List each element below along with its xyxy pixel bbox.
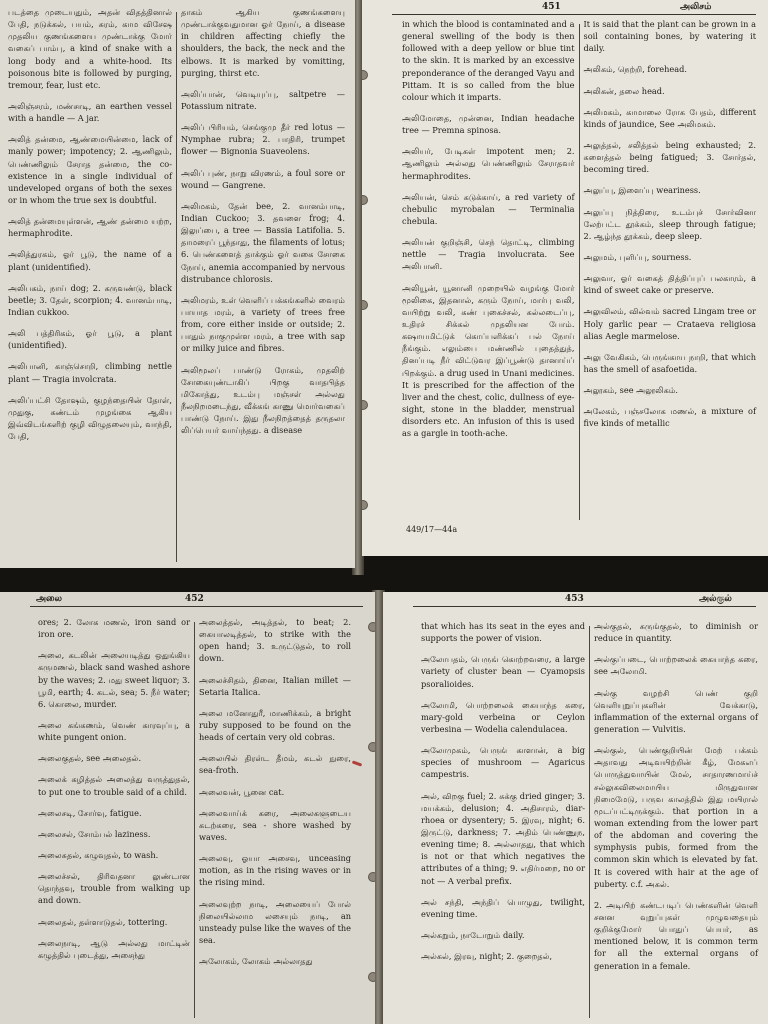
dictionary-entry: அலோகம், லோகம் அல்லாதது: [199, 956, 313, 967]
dictionary-entry: அலைக் கழித்தல் அலைத்து வருத்துதல், to put one to trouble said of a child.: [38, 774, 190, 797]
dictionary-entry: அலைசல், சோம்பல் laziness.: [38, 828, 151, 839]
dictionary-entry: அலியன், செம் கடுக்காய், a red variety of chebulic myrobalan — Terminalia chebula.: [402, 191, 575, 226]
header-rule: [392, 14, 756, 15]
dictionary-entry: அலைச்சிதம், தினை, Italian millet — Setaria Italica.: [199, 674, 351, 697]
dictionary-entry: in which the blood is contaminated and a general swelling of the body is then followed with a deep yellow or blue tint to the skin. It is marked by an excessive preponderance of the deranged Vayu and Pittam. It is so called from the blue colour which it imparts.: [402, 19, 575, 102]
binding-hole: [368, 742, 375, 752]
dictionary-entry: அலியூன், யூனானி முறையில் வழங்கு மோர் மூலிகை, இதனால், கரும் நோய், மார்பு வலி, வயிற்று வலி, கண் புகைச்சல், கல்லடைப்பு, உதிரச் சிக்கல் முதலியன போம். கஷாயமிட்டுக் கொப்பளிக்கப் பல் நோய் நீங்கும். எலும்பை மண்ணில் புதைத்துத், தினப்படி நீர் விட்டுவர இப்பூண்டு தானாய்ப் பிறக்கும். a drug used in Unani medicines. It is prescribed for the affection of the liver and the chest, colic, dullness of eye-sight, stone in the bladder, menstrual disorders etc. An infusion of this is used as a gargle in tooth-ache.: [402, 282, 575, 439]
dictionary-entry: அலை மனோதுரீ, மாணிக்கம், a bright ruby supposed to be found on the heads of certain very old cobras.: [199, 707, 351, 743]
page-453: [383, 592, 768, 1024]
dictionary-entry: அலிபகம், நாய் dog; 2. கருவண்டு, black beetle; 3. தேள், scorpion; 4. வானம்பாடி, Indian cukkoo.: [8, 282, 172, 317]
dictionary-entry: அலித் தன்மையுள்ளன், ஆண் தன்மை யற்ற, hermaphrodite.: [8, 216, 172, 239]
binding-hole: [368, 872, 375, 882]
dictionary-entry: அலைசடி, சோர்வு, fatigue.: [38, 807, 142, 818]
dictionary-entry: அலைசுதல், கழுவுதல், to wash.: [38, 849, 159, 860]
dictionary-entry: அலுமம், புளிப்பு, sourness.: [583, 251, 692, 262]
dictionary-entry: அலேகம், பஞ்சலோக மணல், a mixture of five kinds of metallic: [583, 406, 756, 429]
dictionary-entry: அலியன் குறிஞ்சி, செந் தொட்டி, climbing nettle — Tragia involucrata. See அலிபானி.: [402, 237, 575, 272]
dictionary-entry: அல்குப்படை, பொற்றலைக் கையாந்த கரை, see அலோமி.: [594, 654, 758, 677]
dictionary-entry: அலிமரம், உள் வெளிப் பக்கங்களில் வைரம் பாயாத மரம், a variety of trees free from, core either inside or outside; 2. பாதும் நாகுமுள்ள மரம், a tree with sap or milky juice and fibres.: [181, 294, 345, 354]
dictionary-entry: ores; 2. லோக மணல், iron sand or iron ore.: [38, 617, 190, 640]
dictionary-entry: அலைதல், தள்ளாடுதல், tottering.: [38, 916, 168, 927]
dictionary-entry: அலுப்பு, இளைப்பு weariness.: [583, 185, 701, 196]
dictionary-entry: அல், விறகு fuel; 2. சுக்கு dried ginger; 3. மயக்கம், delusion; 4. அதிசாரம், diar-rhoea or dysentery; 5. இரவு, night; 6. இருட்டு, darkness; 7. அதிம் பெண்ணுந, evening time; 8. அல்லாதது, that which is not or that which negatives the attributes of a thing; 9. எதிர்மறை, no or not — A verbal prefix.: [421, 790, 585, 886]
dictionary-entry: அலிகம், நெற்றி, forehead.: [583, 64, 687, 75]
dictionary-entry: அலிப் பிரியம், செங்குமு தீர் red lotus — Nymphae rubra; 2. பாதிரி, trumpet flower — Bignonia Suaveolens.: [181, 122, 345, 157]
column-left: [34, 616, 194, 1024]
page-header: [362, 2, 768, 14]
dictionary-entry: படத்தை முடையதும், அதன் விதத்தினால் பேதி, நடுக்கல், பயம், சுரம், காம விசேஷ முதலிய குணங்களைய முண்டாக்கு மோர் வகைப் பாம்பு, a kind of snake with a long body and a white-hood. Its poisonous bite is followed by purging, tremour, fear, lust etc.: [8, 7, 172, 90]
running-head: அலிசம்: [680, 2, 712, 12]
dictionary-entry: அலோமி, பொற்றலைக் கையாந்த கரை, mary-gold verbeina or Ceylon verbesina — Wodelia calendulacea.: [421, 699, 585, 734]
column-left: [4, 6, 176, 568]
column-right: [590, 620, 762, 1024]
dictionary-entry: அலைவுற்ற நாடி, அலையைப் போல் நிலையில்லாம லசையும் நாடி, an unsteady pulse like the waves of the sea.: [199, 898, 351, 945]
dictionary-entry: அலுவா, ஓர் வகைத் தித்திப்புப் பலகாரம், a kind of sweet cake or preserve.: [583, 273, 756, 296]
dictionary-entry: அலிமகம், காமாலை ரோக பேதம், different kinds of jaundice, See அலிமகம்.: [583, 106, 756, 129]
column-right: [177, 6, 349, 568]
page-header: [383, 594, 768, 606]
dictionary-entry: அலுப்பு நித்திரை, உடம்புச் சோர்வினா லேற்பட்ட தூக்கம், sleep through fatigue; 2. ஆழ்ந்த தூக்கம், deep sleep.: [583, 206, 756, 241]
binding-hole: [368, 972, 375, 982]
binding-hole: [362, 195, 368, 205]
dictionary-entry: அலைத்தல், அடித்தல், to beat; 2. கையாலடித்தல், to strike with the open hand; 3. உருட்டுதல், to roll down.: [199, 617, 351, 664]
page-452: [0, 592, 375, 1024]
dictionary-entry: அலைச்சல், திரிவதனா லுண்டான தொந்தவு, trouble from walking up and down.: [38, 871, 190, 906]
page-top-left: [0, 0, 355, 568]
page-number: 452: [185, 594, 204, 604]
binding-hole: [362, 500, 368, 510]
dictionary-entry: அலைவன், பூனை cat.: [199, 786, 285, 797]
dictionary-entry: அலித்துரகம், ஓர் பூடு, the name of a plant (unidentified).: [8, 249, 172, 272]
dictionary-entry: அலைநாடி, ஆடு அல்லது மாட்டின் கழுத்தில் புடைத்து, அசைந்து: [38, 937, 190, 960]
binding-hole: [362, 300, 368, 310]
header-rule: [30, 606, 363, 607]
dictionary-entry: தாகம் ஆகிய குணங்களையு முண்டாக்குவதுமான ஓர் நோய், a disease in children affecting chiefly the shoulders, the back, the neck and the elbows. It is marked by vomitting, purging, thirst etc.: [181, 7, 345, 78]
dictionary-entry: that which has its seat in the eyes and supports the power of vision.: [421, 621, 585, 644]
page-header: [0, 594, 375, 606]
dictionary-entry: அலையில் திரள்ட தீமம், கடல் நுரை, sea-froth.: [199, 753, 351, 776]
dictionary-entry: அலியர், பேடிகள் impotent men; 2. ஆணிலும் அல்லது பெண்ணிலும் சேராதவர் hermaphrodites.: [402, 146, 575, 181]
dictionary-entry: அலோபதம், பெருங் கொற்றவரை, a large variety of cluster bean — Cyamopsis psoralioides.: [421, 654, 585, 689]
dictionary-entry: அலைவு, ஓயா அசைவு, unceasing motion, as in the rising waves or in the rising mind.: [199, 853, 351, 888]
dictionary-entry: அலுத்தல், சலித்தல் being exhausted; 2. களைத்தல் being fatigued; 3. சோர்தல், becoming tired.: [583, 139, 756, 175]
dictionary-entry: அலைகுதல், see அலைதல்.: [38, 753, 142, 764]
dictionary-entry: அலிபானி, காஞ்சொறி, climbing nettle plant — Tragia involcrata.: [8, 361, 172, 384]
dictionary-entry: அல்கறும், நாடோறும் daily.: [421, 929, 525, 940]
dictionary-entry: அலிஞ்சரம், மண்சாடி, an earthen vessel with a handle — A jar.: [8, 100, 172, 124]
page-number: 453: [565, 594, 584, 604]
dictionary-entry: அலிகன், தலை head.: [583, 85, 665, 96]
dictionary-entry: அலித் தன்மை, ஆண்மையின்மை, lack of manly power; impotency; 2. ஆணிலும், பெண்ணிலும் சேராத தன்மை, the co-existence in a single individual of undeveloped organs of both the sexes or in whom the true sex is doubtful.: [8, 134, 172, 205]
printer-mark: 449/17—44a: [406, 525, 458, 534]
dictionary-entry: It is said that the plant can be grown in a soil containing bones, by watering it daily.: [583, 19, 756, 54]
dictionary-entry: அலூகம், see அலூலிகம்.: [583, 385, 679, 396]
column-left: [417, 620, 589, 1024]
dictionary-entry: அலிப்பான், வெடியுப்பு, saltpetre — Potassium nitrate.: [181, 88, 345, 111]
column-right: [195, 616, 355, 1024]
dictionary-entry: அல்கு வழற்சி பெண் குறி வெளியுறுப்புகளின் வேக்காடு, inflammation of the external organs of generation — Vulvitis.: [594, 687, 758, 734]
running-head: அலை: [36, 594, 62, 604]
page-number: 451: [542, 2, 561, 12]
binding-hole: [368, 622, 375, 632]
page-451: [362, 0, 768, 556]
dictionary-entry: அல் சந்தி, அந்திப் பொழுது, twilight, evening time.: [421, 896, 585, 919]
dictionary-entry: அலோமுகம், பெருங் காளான், a big species of mushroom — Agaricus campestris.: [421, 745, 585, 780]
column-right: [580, 18, 761, 526]
running-head: அல்குல்: [699, 594, 732, 604]
dictionary-entry: அலிமோதை, முன்னை, Indian headache tree — Premna spinosa.: [402, 112, 575, 136]
dictionary-entry: அலிமூலப் பாண்டு ரோகம், முதலிற் சோகையுண்டாகிப் பிறகு வாதபித்த மிகோத்து, உடம்பு மஞ்சள் அல்லது நீலநிறமடைந்து, வீக்கங் காணு மொர்வகைப் பாண்டு நோய். இது நீலநிறத்தைத் தருதலா லிப்பெயர் வாய்ந்தது. a disease: [181, 364, 345, 436]
dictionary-entry: அலை கங்கணம், வெண் காரவுப்பு, a white pungent onion.: [38, 719, 190, 743]
binding-hole: [362, 400, 368, 410]
dictionary-entry: அலி பத்திரிகம், ஓர் பூடு, a plant (unidentified).: [8, 328, 172, 351]
dictionary-entry: அலை, கடலின் அலையடித்து ஒதுங்கிய கருமணல், black sand washed ashore by the waves; 2. மது sweet liquor; 3. பூமி, earth; 4. கடல், sea; 5. நீர் water; 6. கொலை, murder.: [38, 650, 190, 709]
dictionary-entry: அலிப் புண், நாறு விரணம், a foul sore or wound — Gangrene.: [181, 167, 345, 190]
dictionary-entry: அலைவாய்க் கரை, அலைகளுடைய கடற்கரை, sea - shore washed by waves.: [199, 807, 351, 842]
header-rule: [413, 606, 756, 607]
dictionary-entry: 2. அடியிற் கண்டபடிப் பெண்களின் வெளி சனன வுறுப்புகள் முழுவதையும் குறிக்குமோர் பொதுப் பெயர், as mentioned below, it is common term for all the external organs of generation in a female.: [594, 899, 758, 971]
dictionary-entry: அலுவிலம், வில்வம் sacred Lingam tree or Holy garlic pear — Crataeva religiosa alias Aegle marmelose.: [583, 306, 756, 341]
dictionary-entry: அலிப்பட்சி தோஷம், குழந்தையின் தோள், முதுகு, கண்டம் முழங்கை ஆகிய இவ்விடங்களிற் குழி விழுதலையும், வாந்தி, பேதி,: [8, 394, 172, 442]
dictionary-entry: அல்குதல், சுருங்குதல், to diminish or reduce in quantity.: [594, 621, 758, 644]
dictionary-entry: அலு வேகிகம், பெருங்காய நாறி, that which has the smell of asafoetida.: [583, 351, 756, 374]
column-left: [398, 18, 579, 526]
dictionary-entry: அலிமகம், தேன் bee, 2. வானம்பாடி, Indian Cuckoo; 3. தவளை frog; 4. இலுப்பை, a tree — Bassia Latifolia. 5. தாமரைப் பூந்தாது, the filaments of lotus; 6. பெண்களைத் தாக்கும் ஓர் வகை சோகை நோய், anemia accompanied by nervous distrubance chlorosis.: [181, 200, 345, 284]
binding-hole: [362, 70, 368, 80]
dictionary-entry: அல்குல், பெண்குறியின் மேற் பக்கம் அதாவது அடிவயிற்றின் கீழ், மேகஎப் பொருத்துவாயின் மேல், சாதாரணமாய்ச் சல்லுகவிலைமாயிய மிருதுவான நிமைமேடு, பருவ காலத்தில் இது மயிரால் மூடப்பட்டிருக்கும். that portion in a woman extending from the lower part of the abdoman and covering the symphysis pubis, formed from the common skin which is elevated by fat. It is covered with hair at the age of puberty. c.f. அகல்.: [594, 745, 758, 889]
dictionary-entry: அல்கல், இரவு, night; 2. குறைதல்,: [421, 951, 553, 962]
